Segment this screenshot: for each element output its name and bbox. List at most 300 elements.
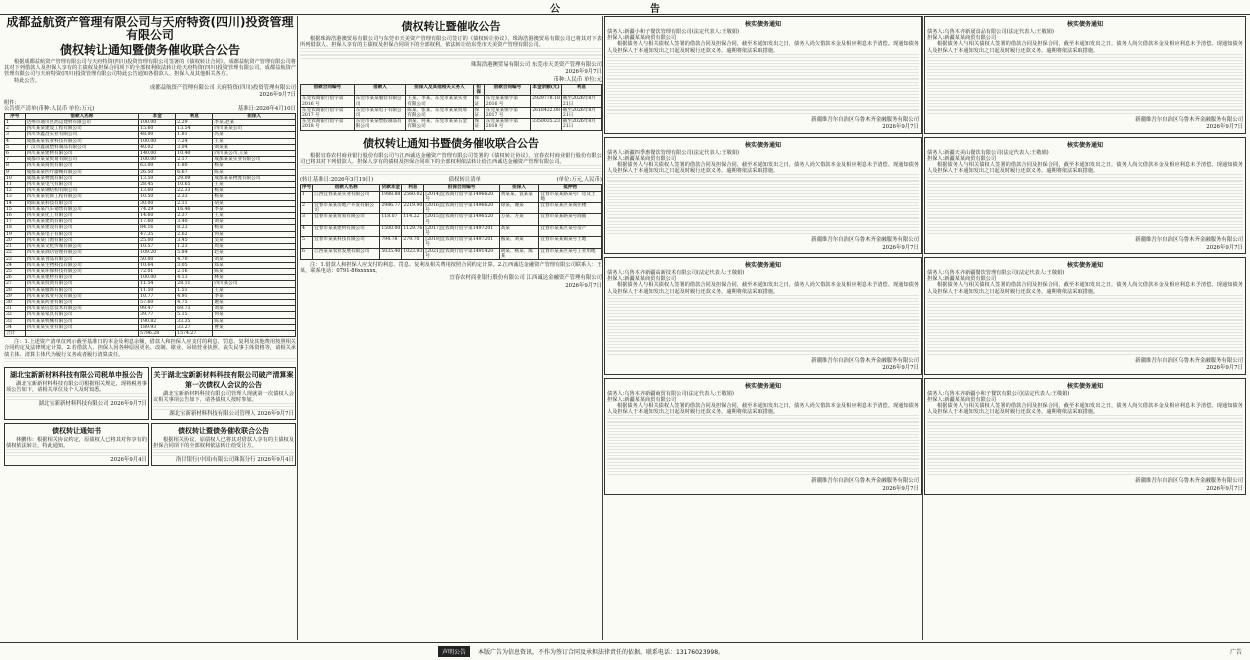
table-cell: 王某: [213, 287, 296, 293]
table-cell: 5.84: [176, 250, 213, 256]
debt-notice: [924, 16, 1246, 134]
table-cell: 保证: [473, 107, 484, 118]
table-cell: 13.60: [139, 188, 176, 194]
table-cell: 16: [5, 213, 26, 219]
table-cell: 成都市某某贸易有限公司: [25, 157, 139, 163]
table-cell: 四川某公司: [213, 281, 296, 287]
table-cell: 1023.93: [402, 248, 424, 259]
table-cell: 5.15: [176, 312, 213, 318]
debt-notice-guarantor: 担保人:新疆某某商贸有限公司: [927, 396, 997, 403]
table-cell: 郑某: [213, 262, 296, 268]
notice-box-c-title: 债权转让通知书: [52, 426, 101, 435]
debt-notice-guarantor: 担保人:新疆某某商贸有限公司: [607, 155, 677, 162]
table-cell: 17: [5, 219, 26, 225]
table-cell: 东莞某某保字第 2017 号: [484, 107, 530, 118]
table-cell: 四川某某生物科技有限公司: [25, 262, 139, 268]
table-cell: 114.22: [402, 214, 424, 225]
table-cell: 5: [301, 237, 313, 248]
debt-notice-debtor: 债务人:乌鲁木齐新晟食品有限公司(法定代表人:王敬娟): [927, 29, 1054, 35]
debt-notice-debtor: 债务人:新疆四季惠餐饮管理有限公司(法定代表人:王敬娟): [607, 149, 740, 156]
table-cell: 王某: [213, 182, 296, 188]
table-cell: 刘某: [213, 306, 296, 312]
table-cell: 何某: [213, 312, 296, 318]
debt-notice-date: 2026年9月7日: [882, 365, 919, 372]
table-cell: 达州市通川区鸿运建材有限公司: [25, 120, 139, 126]
debt-notice-signer: 新疆维吾尔自治区乌鲁木齐金融服务有限公司: [811, 116, 919, 123]
table-cell: 东莞农商银行借字第 2018 号: [301, 119, 355, 130]
table-cell: 1500.00: [380, 225, 402, 236]
list-table-note: 注：1.借款人和担保人应支付的利息、罚息、复利及相关费用按照合同约定计算。2.江西诚达金融资产管理有限公司联系人：王某，联系电话：0791-86xxxxxx。: [300, 262, 602, 275]
table-cell: 14.60: [139, 213, 176, 219]
table-cell: 四川某某药业有限公司: [25, 299, 139, 305]
page-header: [0, 0, 1250, 15]
list-table-title: 债权转让清单: [448, 177, 482, 184]
table-cell: [25, 330, 139, 336]
table-cell: 15.60: [139, 126, 176, 132]
table-cell: 陈某: [213, 169, 296, 175]
table-header-cell: 本金余额(元): [531, 85, 562, 96]
table-cell: 东莞市某某电子有限公司: [354, 107, 406, 118]
table-cell: 四川华鑫昌实业有限公司: [25, 132, 139, 138]
table-cell: 1988.88: [380, 191, 402, 202]
table-cell: 合计: [5, 330, 26, 336]
debt-notice-title: 核实债务通知: [1066, 262, 1103, 269]
table-cell: 4.75: [176, 299, 213, 305]
debt-notice-title: 核实债务通知: [744, 21, 781, 28]
table-cell: 13: [5, 194, 26, 200]
table-cell: 2618432.08: [531, 107, 562, 118]
table-cell: 1: [301, 191, 313, 202]
table-cell: 胡某、杨某、熊某: [499, 248, 539, 259]
table-cell: 1.81: [176, 132, 213, 138]
asset-table-header: [4, 106, 296, 113]
table-cell: 东莞农商银行借字第 2017 号: [301, 107, 355, 118]
joint-notice-signer: 宜春农村商业银行股份有限公司 江西诚达金融资产管理有限公司: [449, 275, 602, 282]
table-cell: 11.54: [139, 281, 176, 287]
table-header-cell: 担保人: [213, 113, 296, 119]
table-header-cell: 本金: [139, 113, 176, 119]
debt-notice-signer: 新疆维吾尔自治区乌鲁木齐金融服务有限公司: [1135, 357, 1243, 364]
debt-notice-body: 根据债务人与相关债权人签署的借款合同及担保合同，截至本通知发出之日，债务人尚欠借款本金及相应利息未予清偿。现通知债务人及担保人于本通知发出之日起及时履行还款义务，逾期将依法采取措施。: [607, 41, 919, 54]
notice-box-d: [151, 423, 296, 466]
debt-notice-signer: 新疆维吾尔自治区乌鲁木齐金融服务有限公司: [1135, 116, 1243, 123]
debt-notice-guarantor: 担保人:新疆某某商贸有限公司: [607, 396, 677, 403]
debt-notice-signer: 新疆维吾尔自治区乌鲁木齐金融服务有限公司: [811, 237, 919, 244]
table-cell: 57.60: [139, 299, 176, 305]
debt-notice-guarantor: 担保人:新疆某某商贸有限公司: [607, 35, 677, 42]
table-cell: 16.46: [176, 206, 213, 212]
table-cell: 宜春市某某科技有限公司: [313, 237, 380, 248]
debt-notice-body: 根据债务人与相关债权人签署的借款合同及担保合同，截至本通知发出之日，债务人尚欠借款本金及相应利息未予清偿。现通知债务人及担保人于本通知发出之日起及时履行还款义务，逾期将依法采取措施。: [607, 161, 919, 175]
table-cell: 2.11: [176, 200, 213, 206]
table-cell: 25.00: [139, 237, 176, 243]
table-cell: 四川某某农业开发有限公司: [25, 293, 139, 299]
debt-notice-date: 2026年9月7日: [882, 485, 919, 492]
table-cell: 2.16: [176, 268, 213, 274]
debt-notice-body: 根据债务人与相关债权人签署的借款合同及担保合同，截至本通知发出之日，债务人尚欠借款本金及相应利息未予清偿。现通知债务人及担保人于本通知发出之日起及时履行还款义务，逾期将依法采取措施。: [927, 161, 1243, 175]
table-cell: 宜春市某某镇某号土地: [539, 237, 602, 248]
table-header-cell: 担保人: [499, 185, 539, 191]
table-cell: [2021]宜农商行借字第1491420号: [424, 248, 499, 259]
footer-statement: 本版广告为信息资讯，不作为签订合同及承担法律责任的依据。联系电话：13176023998。: [478, 649, 725, 656]
table-cell: 宜春市某某区某商住楼: [539, 203, 602, 214]
debt-notice-signer: 新疆维吾尔自治区乌鲁木齐金融服务有限公司: [811, 357, 919, 364]
debt-notice-title: 核实债务通知: [744, 382, 781, 390]
table-cell: 2.17: [176, 157, 213, 163]
table-cell: 8.23: [176, 225, 213, 231]
table-cell: 6: [301, 248, 313, 259]
debt-notice-guarantor: 担保人:新疆某某商贸有限公司: [927, 35, 997, 42]
table-cell: 84.16: [139, 225, 176, 231]
table-cell: 6: [5, 151, 26, 157]
table-cell: 794.78: [380, 237, 402, 248]
table-cell: 四川某某食品有限公司: [25, 256, 139, 262]
debt-notice-guarantor: 担保人:新疆某某商贸有限公司: [927, 276, 997, 283]
table-cell: 189.93: [139, 324, 176, 330]
table-cell: 何某: [213, 231, 296, 237]
column-divider: [602, 16, 603, 640]
debt-notice-debtor: 债务人:乌鲁木齐新疆小和子餐饮有限公司(法定代表人:王敬娟): [927, 390, 1070, 397]
table-cell: [213, 330, 296, 336]
table-cell: 5796.28: [139, 330, 176, 336]
table-cell: 15: [5, 206, 26, 212]
table-cell: 18: [5, 225, 26, 231]
table-cell: 谢某: [213, 299, 296, 305]
table-cell: 29.09: [176, 175, 213, 181]
list-table: [300, 184, 602, 260]
table-cell: 李某,赵某: [213, 120, 296, 126]
table-cell: 30.00: [139, 200, 176, 206]
table-cell: 2.29: [176, 120, 213, 126]
page-header-title: 公 告: [550, 3, 700, 15]
table-header-cell: 利息: [402, 185, 424, 191]
table-cell: 10.77: [139, 293, 176, 299]
table-cell: [2019]宜农商行借字第1497201号: [424, 237, 499, 248]
small-notices-row-2: [4, 423, 296, 466]
table-row: [301, 248, 602, 259]
debt-notice-body: 根据债务人与相关债权人签署的借款合同及担保合同，截至本通知发出之日，债务人尚欠借款本金及相应利息未予清偿。现通知债务人及担保人于本通知发出之日起及时履行还款义务，逾期将依法采取措施。: [927, 41, 1243, 54]
table-cell: 99.47: [139, 306, 176, 312]
table-cell: 成都某某实业有限公司: [213, 157, 296, 163]
table-cell: 东莞市某某服装有限公司: [354, 96, 406, 107]
table-cell: 宜春市某某建材有限公司: [313, 225, 380, 236]
table-cell: 22.33: [176, 188, 213, 194]
table-row: [301, 191, 602, 202]
notice-box-a: [4, 367, 149, 420]
table-cell: 四川某某投资有限公司: [25, 281, 139, 287]
notice-box-b-text: 湖北宝新新材料科技有限公司管理人现就第一次债权人会议相关事项公告如下，请各债权人按时参加。: [153, 390, 294, 404]
table-cell: 13.54: [176, 126, 213, 132]
table-cell: 王某、李某、东莞市某某实业有限公司: [406, 96, 473, 107]
table-cell: 5: [5, 144, 26, 150]
table-cell: 10.65: [176, 182, 213, 188]
table-cell: 7: [5, 157, 26, 163]
table-cell: 69.73: [176, 306, 213, 312]
notice-date: 2026年9月7日: [259, 92, 296, 99]
table-cell: 4: [301, 225, 313, 236]
table-cell: 3.40: [176, 219, 213, 225]
table-cell: 2: [301, 203, 313, 214]
table-cell: 1.51: [176, 287, 213, 293]
table-cell: 刘某: [213, 256, 296, 262]
debt-notice-title: 核实债务通知: [1066, 21, 1103, 28]
table-cell: 21: [5, 244, 26, 250]
notice-box-a-text: 湖北宝新新材料科技有限公司根据相关规定，现将税务事项公告如下，请相关单位及个人及时知悉。: [6, 380, 147, 394]
table-cell: 四川某某汽车销售有限公司: [25, 206, 139, 212]
table-cell: 四川某某门窗有限公司: [25, 237, 139, 243]
table-cell: 2560.02: [402, 191, 424, 202]
table-cell: 4.91: [176, 293, 213, 299]
table-cell: 四川某某建筑有限公司: [25, 219, 139, 225]
column-2: [300, 16, 602, 640]
table-cell: 四川某某建设有限公司: [25, 225, 139, 231]
table-cell: 24: [5, 262, 26, 268]
table-cell: 成都某某物流有限公司: [213, 175, 296, 181]
transfer-notice-signer: 珠海浩港澳贸易有限公司 东莞市天美资产管理有限公司: [470, 61, 602, 68]
asset-table-date: 基准日:2026年4月10日: [237, 105, 296, 112]
debt-notice-debtor: 债务人:乌鲁木齐新疆商贸有限公司(法定代表人:王敬娟): [607, 390, 734, 397]
table-cell: 1.23: [176, 244, 213, 250]
table-cell: 保证: [473, 119, 484, 130]
table-cell: 胡某: [213, 200, 296, 206]
table-cell: 熊某、刘某: [499, 237, 539, 248]
table-cell: 31: [5, 306, 26, 312]
table-cell: 11: [5, 182, 26, 188]
table-cell: 四川某某环保科技有限公司: [25, 268, 139, 274]
table-cell: 陈某: [213, 268, 296, 274]
table-header-cell: 借款人名称: [313, 185, 380, 191]
table-cell: 成都某某物流有限公司: [25, 175, 139, 181]
column-4: [924, 16, 1246, 640]
table-cell: 保证: [473, 96, 484, 107]
table-cell: 14: [5, 200, 26, 206]
table-cell: 19: [5, 231, 26, 237]
notice-box-b: [151, 367, 296, 420]
debt-notice: [924, 257, 1246, 375]
table-cell: [2014]宜农商行借字第1496620号: [424, 191, 499, 202]
table-cell: 宜春市某某路某号厂房及土地: [539, 191, 602, 202]
table-cell: 李某: [213, 293, 296, 299]
table-cell: 江西宜春某某实业有限公司: [313, 191, 380, 202]
table-row: [301, 225, 602, 236]
notice-signer: 成都益航资产管理有限公司 天府特资(四川)投资管理有限公司: [149, 84, 296, 91]
table-header-cell: 借款合同编号: [301, 85, 355, 96]
table-cell: 东莞农商银行借字第 2016 号: [301, 96, 355, 107]
table-cell: [2016]宜农商行借字第1496620号: [424, 203, 499, 214]
column-1: [4, 16, 296, 640]
table-cell: 周某: [213, 244, 296, 250]
joint-notice-title: 债权转让通知书暨债务催收联合公告: [363, 136, 539, 150]
notice-box-b-title: 关于湖北宝新新材料科技有限公司破产清算案第一次债权人会议的公告: [153, 370, 294, 389]
table-cell: 万某、方某: [499, 214, 539, 225]
debt-notice-debtor: 债务人:新疆天美山餐饮有限公司(法定代表人:王敬娟): [927, 149, 1049, 156]
notice-title-line2: 债权转让通知暨债务催收联合公告: [59, 43, 240, 57]
table-cell: 四川某某化工有限公司: [25, 213, 139, 219]
debt-notice: [604, 137, 922, 255]
table-row: [301, 237, 602, 248]
column-3: [604, 16, 922, 640]
table-cell: 四川某某服饰有限公司: [25, 287, 139, 293]
table-cell: 28.45: [139, 182, 176, 188]
joint-notice-intro: 根据宜春农村商业银行股份有限公司与江西诚达金融资产管理有限公司签署的《债权转让协议》，宜春农村商业银行股份有限公司已将其对下列借款人、担保人享有的债权及担保合同项下的全部权利依法转让给江西诚达金融资产管理有限公司。: [300, 152, 602, 165]
list-table-date: (转让基准日:2026年3月19日): [300, 177, 374, 184]
table-row: [301, 96, 602, 107]
table-cell: 宜春市某某路某号商铺: [539, 214, 602, 225]
table-cell: 6.67: [176, 169, 213, 175]
page-footer: [0, 642, 1250, 660]
table-cell: 成都某某医疗器械有限公司: [25, 169, 139, 175]
table-cell: 26.50: [139, 169, 176, 175]
table-cell: 杨某: [213, 188, 296, 194]
table-cell: 100.00: [139, 120, 176, 126]
table-cell: 2986.77: [380, 203, 402, 214]
table-cell: 刘某、何某、东莞市某某五金有限公司: [406, 119, 473, 130]
table-cell: 190.82: [139, 318, 176, 324]
table-cell: 25: [5, 268, 26, 274]
table-cell: 2929778.18: [531, 96, 562, 107]
debt-notice-date: 2026年9月7日: [1206, 365, 1243, 372]
joint-notice-date: 2026年9月7日: [565, 282, 602, 289]
table-cell: 2.33: [176, 194, 213, 200]
table-cell: 成都某某农业科技有限公司: [25, 138, 139, 144]
table-cell: 东莞某某保字第 2018 号: [484, 119, 530, 130]
table-cell: 34: [5, 324, 26, 330]
debt-notice-signer: 新疆维吾尔自治区乌鲁木齐金融服务有限公司: [811, 478, 919, 485]
notice-title-line1: 成都益航资产管理有限公司与天府特资(四川)投资管理有限公司: [6, 16, 294, 42]
table-cell: 3: [301, 214, 313, 225]
list-table-unit: (单位:万元,人民币): [556, 177, 602, 184]
table-cell: 279.70: [402, 237, 424, 248]
table-cell: 江西某某农业发展有限公司: [313, 248, 380, 259]
table-cell: 黄某某、袁某某: [499, 191, 539, 202]
column-divider: [297, 16, 298, 640]
table-cell: 宜春市某某房地产开发有限公司: [313, 203, 380, 214]
debt-notice: [604, 16, 922, 134]
table-cell: 四川某某家具有限公司: [25, 312, 139, 318]
table-cell: 曹某: [213, 324, 296, 330]
table-cell: 王某: [213, 138, 296, 144]
table-cell: 刘某: [213, 219, 296, 225]
debt-notice-title: 核实债务通知: [1066, 382, 1103, 390]
table-cell: 33.27: [176, 324, 213, 330]
table-cell: 8: [5, 163, 26, 169]
footer-section-label: 广告: [1229, 649, 1242, 656]
notice-closing: 特此公告。: [14, 77, 40, 84]
table-cell: 四川某某信息技术有限公司: [25, 306, 139, 312]
table-cell: [2017]宜农商行借字第1497201号: [424, 225, 499, 236]
table-cell: 23: [5, 256, 26, 262]
debt-notice-signer: 新疆维吾尔自治区乌鲁木齐金融服务有限公司: [1135, 478, 1243, 485]
debt-notice-date: 2026年9月7日: [1206, 485, 1243, 492]
table-cell: 四川某某实业有限公司: [25, 324, 139, 330]
table-header-cell: 借款合同编号: [484, 85, 530, 96]
table-cell: 杨某: [213, 194, 296, 200]
debt-notice-debtor: 债务人:新疆小和子餐饮管理有限公司(法定代表人:王敬娟): [607, 29, 740, 35]
notice-box-a-sign: 湖北宝新新材料科技有限公司 2026年9月7日: [38, 400, 147, 407]
table-cell: 74.29: [139, 206, 176, 212]
table-cell: 2.62: [176, 231, 213, 237]
debt-notice-body: 根据债务人与相关债权人签署的借款合同及担保合同，截至本通知发出之日，债务人尚欠借款本金及相应利息未予清偿。现通知债务人及担保人于本通知发出之日起及时履行还款义务，逾期将依法采取措施。: [927, 282, 1243, 295]
table-cell: 四川某某建设工程有限公司: [25, 126, 139, 132]
table-cell: 10.57: [139, 244, 176, 250]
table-cell: 5035.40: [380, 248, 402, 259]
debt-notice: [924, 378, 1246, 496]
table-cell: 杨某: [213, 225, 296, 231]
table-cell: 72.01: [139, 268, 176, 274]
table-cell: 4.70: [176, 256, 213, 262]
table-cell: 3.04: [176, 144, 213, 150]
table-cell: 39.77: [139, 312, 176, 318]
table-cell: 宜春市某某区某号工业用地: [539, 248, 602, 259]
table-cell: 33: [5, 318, 26, 324]
table-cell: 赵某: [213, 250, 296, 256]
notice-box-c-sign: 2026年9月4日: [110, 456, 147, 463]
transfer-table: [300, 84, 602, 131]
debt-notice-body: 根据债务人与相关债权人签署的借款合同及担保合同，截至本通知发出之日，债务人尚欠借款本金及相应利息未予清偿。现通知债务人及担保人于本通知发出之日起及时履行还款义务，逾期将依法采取措施。: [607, 282, 919, 295]
transfer-notice-title: 债权转让暨催收公告: [401, 20, 501, 33]
table-cell: 四川某某建材有限公司: [25, 275, 139, 281]
debt-notice-signer: 新疆维吾尔自治区乌鲁木齐金融服务有限公司: [1135, 237, 1243, 244]
table-cell: 22: [5, 250, 26, 256]
table-cell: 徐某、谢某: [499, 203, 539, 214]
asset-table-title: 公告资产清单(币种:人民币 单位:万元): [4, 105, 95, 112]
debt-notice-guarantor: 担保人:新疆某某商贸有限公司: [927, 155, 997, 162]
debt-notice-date: 2026年9月7日: [882, 244, 919, 251]
table-header-cell: 序号: [302, 185, 312, 191]
table-cell: 40.02: [139, 144, 176, 150]
table-header-cell: 贷款本金: [381, 185, 401, 191]
table-cell: 47.35: [139, 231, 176, 237]
notice-box-b-sign: 湖北宝新新材料科技有限公司管理人 2026年9月7日: [169, 410, 294, 417]
table-header-cell: 借款人: [354, 85, 406, 96]
table-cell: 118.07: [380, 214, 402, 225]
table-cell: 10.64: [139, 262, 176, 268]
table-cell: 吴某: [213, 237, 296, 243]
table-cell: 32: [5, 312, 26, 318]
table-cell: 33.35: [176, 318, 213, 324]
table-cell: 四川某某商贸有限公司: [25, 163, 139, 169]
table-cell: 50.00: [139, 256, 176, 262]
table-cell: 杨某: [213, 163, 296, 169]
table-cell: 资阳某某科技有限公司: [25, 200, 139, 206]
table-cell: 林某: [213, 275, 296, 281]
debt-notice-guarantor: 担保人:新疆某某商贸有限公司: [607, 276, 677, 283]
table-cell: 3: [5, 132, 26, 138]
table-cell: 4: [5, 138, 26, 144]
table-cell: 东莞某某保字第 2016 号: [484, 96, 530, 107]
table-cell: 100.00: [139, 275, 176, 281]
table-header-cell: 抵押物: [539, 185, 602, 191]
table-cell: 2.37: [176, 213, 213, 219]
table-cell: 2: [5, 126, 26, 132]
table-row: [5, 175, 296, 181]
table-row: [301, 119, 602, 130]
debt-notice-debtor: 债务人:乌鲁木齐新疆高新技术有限公司(法定代表人:王敬娟): [607, 270, 745, 276]
transfer-notice-intro: 根据珠海浩港澳贸易有限公司与东莞市天美资产管理有限公司签订的《债权转让协议》，珠海浩港澳贸易有限公司已将其对下表所列借款人、担保人享有的主债权及担保合同项下的全部权利，依法转让给东莞市天美资产管理有限公司。: [300, 36, 602, 49]
debt-notice-body: 根据债务人与相关债权人签署的借款合同及担保合同，截至本通知发出之日，债务人尚欠借款本金及相应利息未予清偿。现通知债务人及担保人于本通知发出之日起及时履行还款义务，逾期将依法采取措施。: [927, 402, 1243, 416]
table-cell: 四川某某公司: [213, 126, 296, 132]
debt-notice-title: 核实债务通知: [744, 262, 781, 269]
notice-box-c: [4, 423, 149, 466]
table-cell: 17.60: [139, 219, 176, 225]
footer-tag: 声明公告: [438, 646, 470, 657]
notice-box-a-title: 湖北宝新新材料科技有限公司税单申报公告: [10, 370, 143, 379]
notice-box-d-text: 根据相关协议，原债权人已将其对借款人享有的主债权及担保合同项下的全部权利依法转让给受让方。: [153, 436, 294, 450]
attachment-label: 附件：: [4, 99, 20, 106]
debt-notice: [604, 378, 922, 496]
table-cell: 截至2026年8月21日: [561, 96, 601, 107]
debt-notice-date: 2026年9月7日: [1206, 124, 1243, 131]
